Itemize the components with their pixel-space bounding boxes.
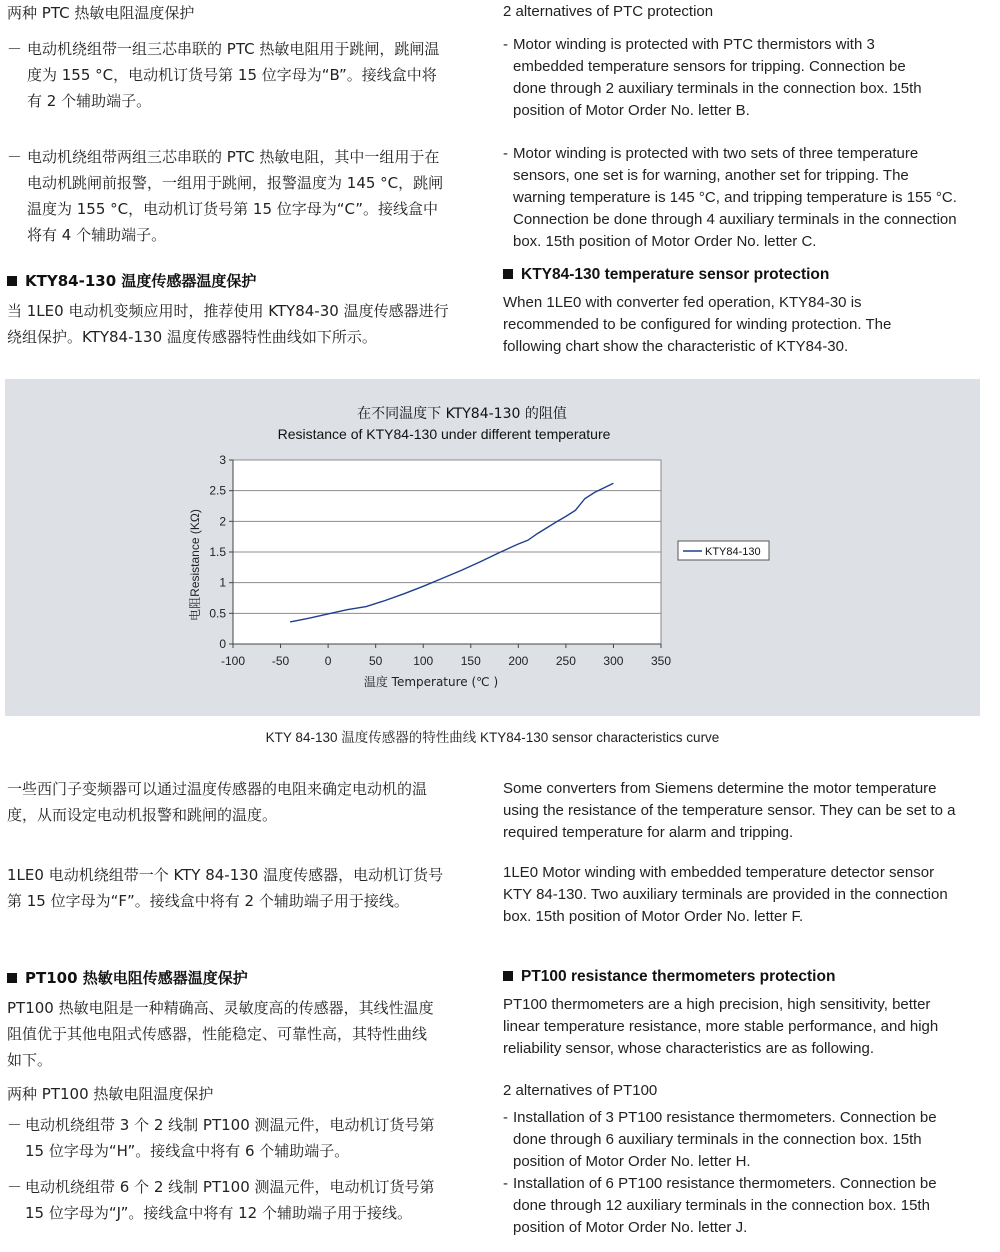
y-tick-label: 2 [219,514,226,529]
pt100-alt-heading-cn: 两种 PT100 热敏电阻温度保护 [7,1085,214,1103]
kty-order-para-cn [7,862,487,914]
pt100-item-en-1 [503,1107,988,1173]
line: 15 位字母为“H”。接线盒中将有 6 个辅助端子。 [25,1142,350,1160]
line: PT100 热敏电阻是一种精确高、灵敏度高的传感器，其线性温度 [7,999,434,1017]
y-tick-label: 0 [219,637,226,651]
line: position of Motor Order No. letter J. [513,1219,748,1236]
heading-text: PT100 热敏电阻传感器温度保护 [25,969,248,987]
line: Connection be done through 4 auxiliary terminals in the connection [513,211,957,228]
line: reliability sensor, whose characteristics are as following. [503,1040,874,1057]
ptc-heading-cn: 两种 PTC 热敏电阻温度保护 [7,4,195,22]
line: 将有 4 个辅助端子。 [27,226,167,244]
x-tick-label: 200 [508,654,529,668]
x-tick-label: -100 [220,654,246,668]
line: 电动机绕组带一组三芯串联的 PTC 热敏电阻用于跳闸，跳闸温 [27,40,440,58]
x-tick-label: 100 [413,654,434,668]
line: 电动机绕组带 6 个 2 线制 PT100 测温元件，电动机订货号第 [25,1178,435,1196]
line: linear temperature resistance, more stable performance, and high [503,1018,939,1035]
line: 有 2 个辅助端子。 [27,92,152,110]
line: box. 15th position of Motor Order No. letter F. [503,908,804,925]
x-tick-label: 50 [368,654,383,668]
square-bullet-icon [7,973,17,983]
line: Installation of 6 PT100 resistance thermometers. Connection be [513,1175,937,1192]
y-tick-label: 2.5 [209,483,226,498]
x-tick-label: 250 [555,654,576,668]
kty-order-para-en [503,862,988,928]
line: 电动机绕组带两组三芯串联的 PTC 热敏电阻，其中一组用于在 [27,148,440,166]
line: position of Motor Order No. letter H. [513,1153,751,1170]
dash-marker: － [7,1116,23,1134]
dash-marker: - [503,1109,508,1126]
line: 15 位字母为“J”。接线盒中将有 12 个辅助端子用于接线。 [25,1204,412,1222]
line: 绕组保护。KTY84-130 温度传感器特性曲线如下所示。 [7,328,377,346]
y-tick-label: 1 [219,575,226,590]
line: 阻值优于其他电阻式传感器，性能稳定、可靠性高，其特性曲线 [7,1025,428,1043]
line: following chart show the characteristic of KTY84-30. [503,338,849,355]
y-tick-label: 0.5 [209,606,226,621]
dash-marker: - [503,145,508,162]
line: 度，从而设定电动机报警和跳闸的温度。 [7,806,278,824]
line: 第 15 位字母为“F”。接线盒中将有 2 个辅助端子用于接线。 [7,892,409,910]
ptc-heading-en: 2 alternatives of PTC protection [503,3,714,20]
line: 1LE0 电动机绕组带一个 KTY 84-130 温度传感器，电动机订货号 [7,866,444,884]
square-bullet-icon [503,971,513,981]
heading-text: KTY84-130 温度传感器温度保护 [25,272,257,290]
y-axis-label: Resistance (KΩ) [188,509,202,597]
line: position of Motor Order No. letter B. [513,102,750,119]
line: Motor winding is protected with two sets of three temperature [513,145,919,162]
pt100-item-en-2 [503,1173,988,1239]
line: recommended to be configured for winding protection. The [503,316,892,333]
line: done through 2 auxiliary terminals in the connection box. 15th [513,80,922,97]
line: 度为 155 °C，电动机订货号第 15 位字母为“B”。接线盒中将 [27,66,437,84]
y-axis-label-cn: 电阻 [188,596,202,622]
y-tick-label: 3 [219,453,226,467]
line: warning temperature is 145 °C, and tripping temperature is 155 °C. [513,189,957,206]
line: embedded temperature sensors for tripping. Connection be [513,58,906,75]
siemens-para-en [503,778,988,844]
chart-subtitle: Resistance of KTY84-130 under different temperature [277,426,611,442]
line: Installation of 3 PT100 resistance thermometers. Connection be [513,1109,937,1126]
pt100-para-cn [7,995,487,1073]
line: sensors, one set is for warning, another set for tripping. The [513,167,909,184]
dash-marker: － [7,1178,23,1196]
line: 温度为 155 °C，电动机订货号第 15 位字母为“C”。接线盒中 [27,200,439,218]
line: 一些西门子变频器可以通过温度传感器的电阻来确定电动机的温 [7,780,428,798]
chart-caption: KTY 84-130 温度传感器的特性曲线 KTY84-130 sensor characteristics curve [265,730,720,745]
pt100-item-cn-1 [7,1112,487,1164]
pt100-para-en [503,994,988,1060]
line: 电动机绕组带 3 个 2 线制 PT100 测温元件，电动机订货号第 [25,1116,435,1134]
heading-text: KTY84-130 temperature sensor protection [521,266,830,283]
line: done through 6 auxiliary terminals in the connection box. 15th [513,1131,922,1148]
line: KTY 84-130. Two auxiliary terminals are provided in the connection [503,886,948,903]
line: 如下。 [7,1051,53,1069]
chart-title: 在不同温度下 KTY84-130 的阻值 [357,406,567,422]
x-axis-label: 温度 Temperature (℃ ) [363,675,499,689]
heading-text: PT100 resistance thermometers protection [521,968,836,985]
dash-marker: － [7,40,23,58]
x-tick-label: -50 [271,654,290,668]
line: done through 12 auxiliary terminals in the connection box. 15th [513,1197,930,1214]
line: 电动机跳闸前报警，一组用于跳闸，报警温度为 145 °C，跳闸 [27,174,444,192]
pt100-heading-cn [7,967,248,988]
x-tick-label: 150 [460,654,481,668]
x-tick-label: 0 [324,654,332,668]
line: 当 1LE0 电动机变频应用时，推荐使用 KTY84-30 温度传感器进行 [7,302,449,320]
dash-marker: － [7,148,23,166]
dash-marker: - [503,1175,508,1192]
line: required temperature for alarm and tripping. [503,824,794,841]
pt100-alt-heading-en: 2 alternatives of PT100 [503,1082,658,1099]
x-tick-label: 300 [603,654,624,668]
dash-marker: - [503,36,508,53]
x-tick-label: 350 [650,654,672,668]
pt100-heading-en [503,968,835,986]
line: PT100 thermometers are a high precision, high sensitivity, better [503,996,931,1013]
pt100-item-cn-2 [7,1174,487,1226]
legend-label: KTY84-130 [705,546,761,558]
line: Motor winding is protected with PTC thermistors with 3 [513,36,875,53]
line: box. 15th position of Motor Order No. letter C. [513,233,817,250]
y-tick-label: 1.5 [209,545,226,559]
line: Some converters from Siemens determine the motor temperature [503,780,937,797]
line: 1LE0 Motor winding with embedded temperature detector sensor [503,864,935,881]
line: using the resistance of the temperature sensor. They can be set to a [503,802,956,819]
siemens-para-cn [7,776,487,828]
line: When 1LE0 with converter fed operation, KTY84-30 is [503,294,862,311]
